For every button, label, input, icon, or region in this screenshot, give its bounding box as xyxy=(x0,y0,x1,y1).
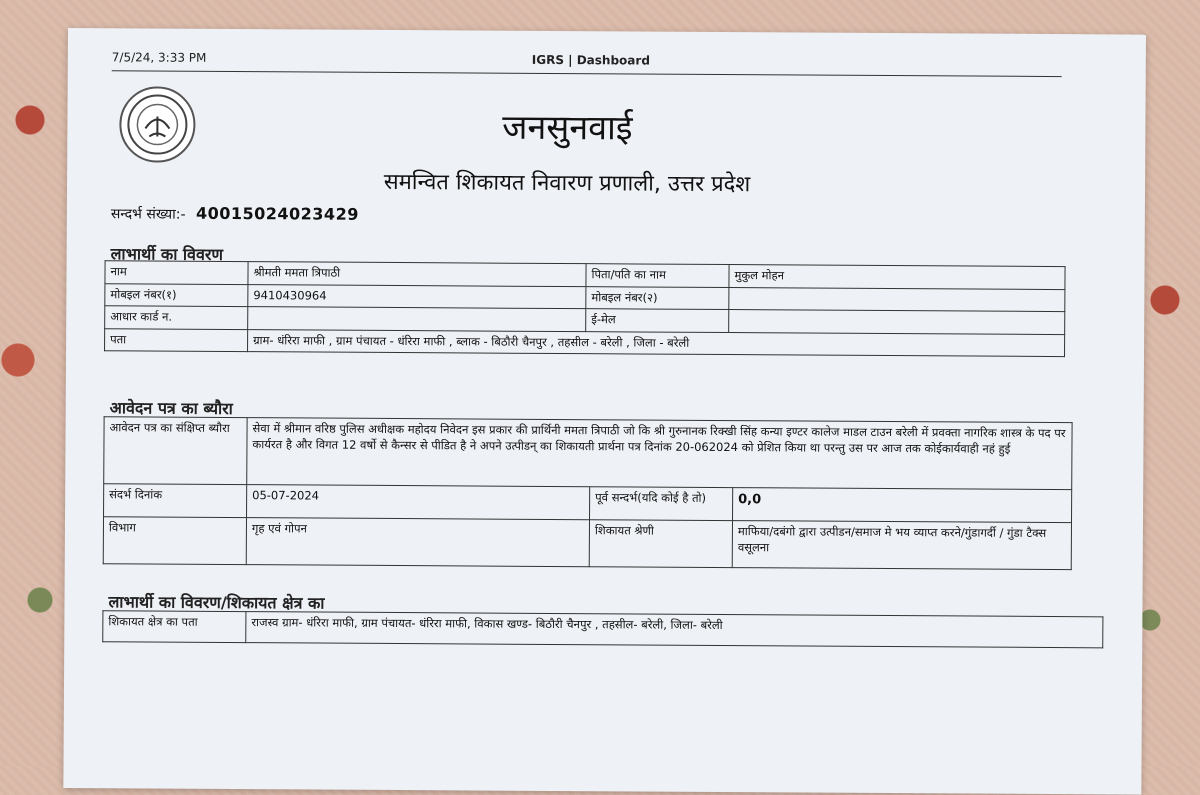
page-subtitle: समन्वित शिकायत निवारण प्रणाली, उत्तर प्रदेश xyxy=(383,169,751,198)
ref-date-value: 05-07-2024 xyxy=(247,485,590,520)
beneficiary-heading: लाभार्थी का विवरण xyxy=(110,244,224,264)
aadhar-value xyxy=(248,307,586,332)
father-value: मुकुल मोहन xyxy=(729,265,1065,290)
address-value: ग्राम- धंरिरा माफी , ग्राम पंचायत - धंरिरा माफी , ब्लाक - बिठौरी चैनपुर , तहसील - बरेली , जिला - बरेली xyxy=(248,329,1065,357)
address-label: पता xyxy=(105,328,248,351)
summary-label: आवेदन पत्र का संक्षिप्त ब्यौरा xyxy=(104,417,247,485)
table-row xyxy=(105,328,1065,356)
reference-label: सन्दर्भ संख्या:- xyxy=(110,206,186,223)
name-label: नाम xyxy=(105,261,248,284)
prev-ref-label: पूर्व सन्दर्भ(यदि कोई है तो) xyxy=(590,487,733,521)
ref-date-label: संदर्भ दिनांक xyxy=(104,484,247,518)
complaint-address-label: शिकायत क्षेत्र का पता xyxy=(103,611,246,643)
name-value: श्रीमती ममता त्रिपाठी xyxy=(248,262,586,287)
summary-value: सेवा में श्रीमान वरिष्ठ पुलिस अधीक्षक महोदय निवेदन इस प्रकार की प्रार्थिनी ममता त्रिपाठी जो कि श्री गुरुनानक रिक्खी सिंह कन्या इण्टर कालेज माडल टाउन बरेली में प्रवक्ता नागरिक शास्त्र के पद पर कार्यरत है और विगत 12 वर्षो से कैन्सर से पीडित है ने अपने उत्पीडन् का शिकायती प्रार्थना पत्र दिनांक 20-062024 को प्रेशित किया था परन्तु उस पर आज तक कोईकार्यवाही नहं हुई xyxy=(247,418,1072,490)
father-label: पिता/पति का नाम xyxy=(586,264,729,287)
reference-number-row xyxy=(111,203,359,225)
printed-page xyxy=(63,28,1146,795)
application-table xyxy=(103,416,1073,570)
mobile1-label: मोबइल नंबर(१) xyxy=(105,283,248,306)
table-row xyxy=(103,611,1103,648)
print-date-time: 7/5/24, 3:33 PM xyxy=(111,50,207,65)
print-app-title: IGRS | Dashboard xyxy=(531,52,650,68)
mobile2-label: मोबइल नंबर(२) xyxy=(586,286,729,309)
header-divider xyxy=(112,70,1062,77)
mobile1-value: 9410430964 xyxy=(248,284,586,309)
table-row xyxy=(103,517,1071,570)
category-value: माफिया/दबंगो द्वारा उत्पीडन/समाज मे भय व्याप्त करने/गुंडागर्दी / गुंडा टैक्स वसूलना xyxy=(732,521,1071,570)
beneficiary-table xyxy=(104,260,1066,357)
email-label: ई-मेल xyxy=(586,309,729,332)
email-value xyxy=(729,310,1065,335)
category-label: शिकायत श्रेणी xyxy=(589,520,732,568)
mobile2-value xyxy=(729,287,1065,312)
table-row xyxy=(104,417,1072,490)
complaint-area-table xyxy=(102,610,1103,648)
print-header xyxy=(112,50,1062,70)
complaint-address-value: राजस्व ग्राम- धंरिरा माफी, ग्राम पंचायत- धंरिरा माफी, विकास खण्ड- बिठौरी चैनपुर , तहसील- बरेली, जिला- बरेली xyxy=(246,612,1103,648)
application-heading: आवेदन पत्र का ब्यौरा xyxy=(109,398,233,419)
complaint-area-heading: लाभार्थी का विवरण/शिकायत क्षेत्र का xyxy=(108,592,325,613)
reference-number: 40015024023429 xyxy=(195,203,359,224)
department-value: गृह एवं गोपन xyxy=(246,518,589,567)
department-label: विभाग xyxy=(103,517,246,565)
prev-ref-value: 0,0 xyxy=(733,488,1072,523)
page-title: जनसुनवाई xyxy=(502,107,633,149)
aadhar-label: आधार कार्ड न. xyxy=(105,306,248,329)
